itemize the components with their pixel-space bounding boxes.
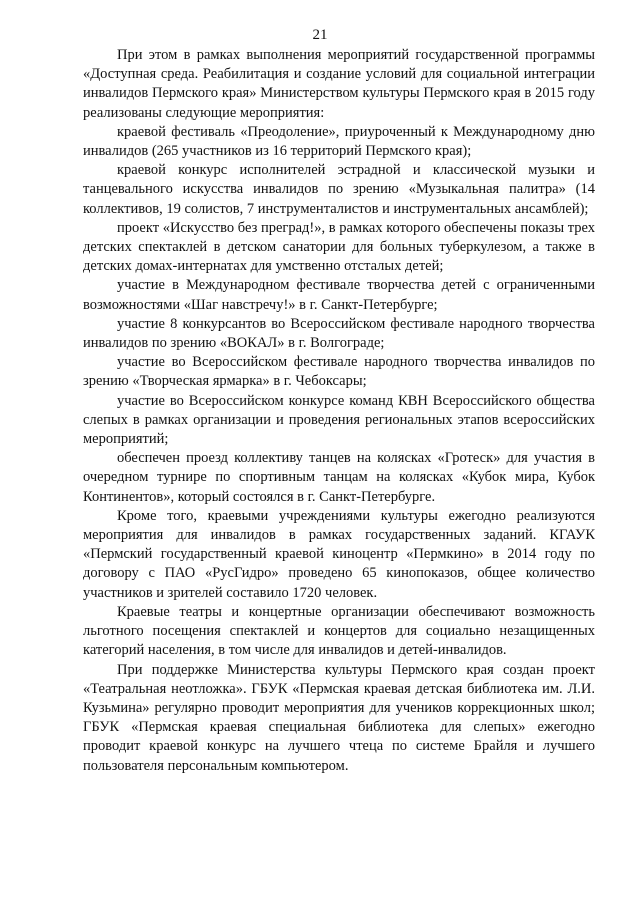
paragraph-step-forward: участие в Международном фестивале творчества детей с ограниченными возможностями «Шаг навстречу!» в г. Санкт-Петербурге; <box>83 277 595 313</box>
paragraph-vokal: участие 8 конкурсантов во Всероссийском фестивале народного творчества инвалидов по зрению «ВОКАЛ» в г. Волгограде; <box>83 315 595 352</box>
paragraph-kvn: участие во Всероссийском конкурсе команд КВН Всероссийского общества слепых в рамках организации и проведения региональных этапов всероссийских мероприятий; <box>83 392 595 448</box>
paragraph-libraries: При поддержке Министерства культуры Пермского края создан проект «Театральная неотложка». ГБУК «Пермская краевая детская библиотека им. Л.И. Кузьмина» регулярно проводит мероприятия для учеников коррекционных школ; ГБУК «Пермская краевая специальная библиотека для слепых» ежегодно проводит краевой конкурс на лучшего чтеца по системе Брайля и лучшего пользователя персональным компьютером. <box>83 661 595 774</box>
paragraph-music-palette: краевой конкурс исполнителей эстрадной и классической музыки и танцевального искусства инвалидов по зрению «Музыкальная палитра» (14 коллективов, 19 солистов, 7 инструменталистов и инструментальных ансамблей); <box>83 162 595 217</box>
paragraph-creative-fair: участие во Всероссийском фестивале народного творчества инвалидов по зрению «Творческая ярмарка» в г. Чебоксары; <box>83 354 595 390</box>
paragraph-festival-preodolenie: краевой фестиваль «Преодоление», приуроченный к Международному дню инвалидов (265 участников из 16 территорий Пермского края); <box>83 123 595 160</box>
paragraph-cultural-institutions: Кроме того, краевыми учреждениями культуры ежегодно реализуются мероприятия для инвалидов в рамках государственных заданий. КГАУК «Пермский государственный краевой киноцентр «Пермкино» в 2014 году по договору с ПАО «РусГидро» проведено 65 кинопоказов, общее количество участников и зрителей составило 1720 человек. <box>83 507 595 601</box>
paragraph-grotesk: обеспечен проезд коллективу танцев на колясках «Гротеск» для участия в очередном турнире по спортивным танцам на колясках «Кубок мира, Кубок Континентов», который состоялся в г. Санкт-Петербурге. <box>83 450 595 505</box>
paragraph-art-without-barriers: проект «Искусство без преград!», в рамках которого обеспечены показы трех детских спектаклей в детском санатории для больных туберкулезом, а также в детских домах-интернатах для умственно отсталых детей; <box>83 219 595 275</box>
paragraph-intro: При этом в рамках выполнения мероприятий государственной программы «Доступная среда. Реабилитация и создание условий для социальной интеграции инвалидов Пермского края» Министерством культуры Пермского края в 2015 году реализованы следующие мероприятия: <box>83 47 595 121</box>
page-number: 21 <box>312 27 328 43</box>
document-body <box>83 46 595 776</box>
paragraph-theatres: Краевые театры и концертные организации обеспечивают возможность льготного посещения спектаклей и концертов для социально незащищенных категорий населения, в том числе для инвалидов и детей-инвалидов. <box>83 603 595 659</box>
